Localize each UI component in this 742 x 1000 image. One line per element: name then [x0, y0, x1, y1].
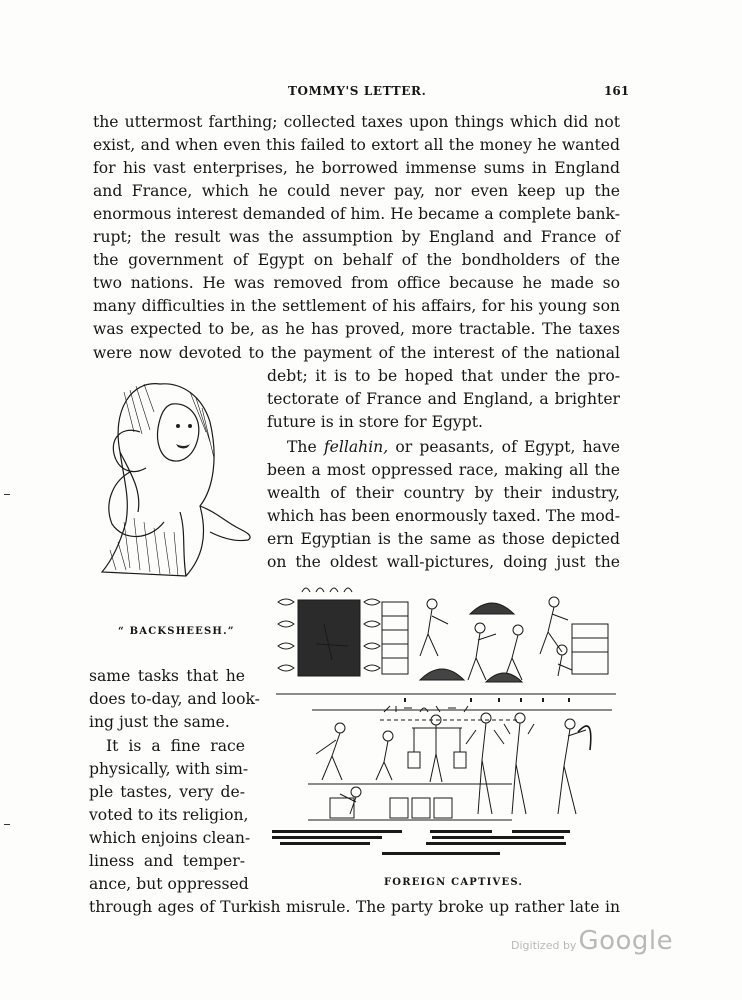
body-line: physically, with sim- [89, 760, 249, 778]
body-line: ple tastes, very de- [89, 783, 245, 801]
body-line: two nations. He was removed from office because he made so [93, 274, 620, 292]
body-line-paragraph-start [287, 436, 620, 458]
scan-margin-mark [4, 824, 10, 825]
body-line: been a most oppressed race, making all the [267, 461, 620, 479]
page-number: 161 [604, 84, 630, 98]
body-line: ance, but oppressed [89, 875, 249, 893]
body-line: tectorate of France and England, a brighter [267, 390, 620, 408]
body-line-last: through ages of Turkish misrule. The party broke up rather late in [89, 898, 620, 916]
scan-margin-mark [4, 494, 10, 495]
body-line: voted to its religion, [89, 806, 249, 824]
body-line: many difficulties in the settlement of his affairs, for his young son [93, 297, 620, 315]
watermark-prefix: Digitized by [511, 939, 577, 952]
body-line: enormous interest demanded of him. He became a complete bank- [93, 205, 620, 223]
fellahin-italic: fellahin, [323, 438, 389, 456]
body-line: which has been enormously taxed. The mod- [267, 507, 620, 525]
body-line: and France, which he could never pay, nor even keep up the [93, 182, 620, 200]
body-line-paragraph-start: It is a fine race [106, 737, 245, 755]
backsheesh-illustration [90, 372, 260, 582]
body-line: the government of Egypt on behalf of the bondholders of the [93, 251, 620, 269]
body-line: rupt; the result was the assumption by England and France of [93, 228, 620, 246]
backsheesh-caption: “ BACKSHEESH.” [118, 626, 235, 637]
body-line: which enjoins clean- [89, 829, 251, 847]
body-line: does to-day, and look- [89, 690, 260, 708]
body-line: for his vast enterprises, he borrowed immense sums in England [93, 159, 620, 177]
body-line: were now devoted to the payment of the interest of the national [93, 344, 620, 362]
body-line: ern Egyptian is the same as those depicted [267, 530, 620, 548]
body-line: on the oldest wall-pictures, doing just the [267, 553, 620, 571]
body-line: was expected to be, as he has proved, more tractable. The taxes [93, 320, 620, 338]
body-line: ing just the same. [89, 713, 230, 731]
body-line: the uttermost farthing; collected taxes upon things which did not [93, 113, 620, 131]
body-line: same tasks that he [89, 667, 245, 685]
body-line: exist, and when even this failed to extort all the money he wanted [93, 136, 620, 154]
captives-caption: FOREIGN CAPTIVES. [384, 877, 524, 888]
running-header: TOMMY'S LETTER. [288, 84, 427, 98]
foreign-captives-illustration [272, 584, 620, 864]
digitized-watermark [511, 926, 673, 956]
google-logo: Google [578, 926, 674, 956]
body-line: debt; it is to be hoped that under the pro- [267, 367, 620, 385]
body-line: wealth of their country by their industry, [267, 484, 620, 502]
para-rest: or peasants, of Egypt, have [388, 438, 620, 456]
body-line: future is in store for Egypt. [267, 413, 483, 431]
para-prefix: The [287, 438, 324, 456]
body-line: liness and temper- [89, 852, 245, 870]
